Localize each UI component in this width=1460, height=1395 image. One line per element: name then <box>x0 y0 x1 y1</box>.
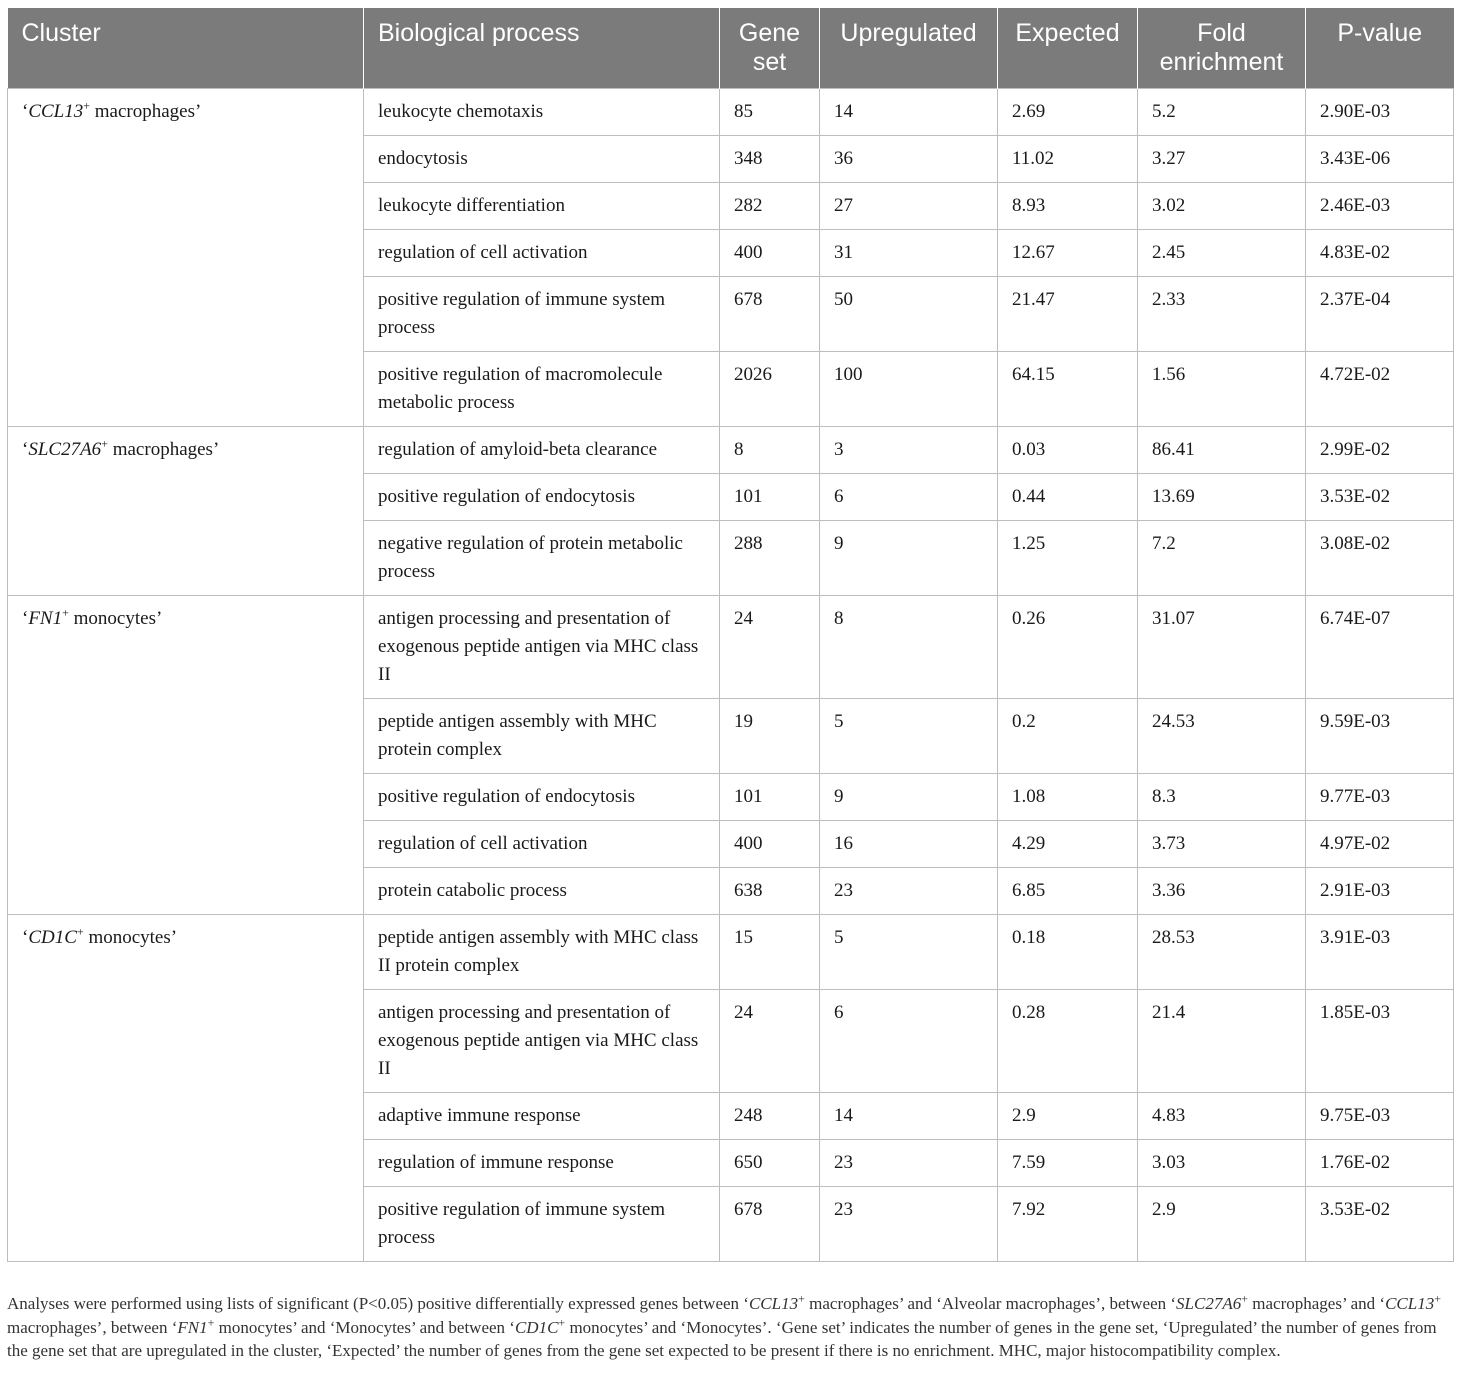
process-cell: peptide antigen assembly with MHC class II protein complex <box>364 915 720 990</box>
expected-cell: 4.29 <box>998 821 1138 868</box>
gene-set-cell: 248 <box>720 1093 820 1140</box>
process-cell: antigen processing and presentation of exogenous peptide antigen via MHC class II <box>364 990 720 1093</box>
expected-cell: 2.9 <box>998 1093 1138 1140</box>
fold-enrichment-cell: 3.73 <box>1138 821 1306 868</box>
p-value-cell: 4.97E-02 <box>1306 821 1454 868</box>
fold-enrichment-cell: 2.9 <box>1138 1187 1306 1262</box>
footnote-gene-name: SLC27A6 <box>1176 1294 1242 1313</box>
gene-set-cell: 678 <box>720 1187 820 1262</box>
gene-set-cell: 24 <box>720 596 820 699</box>
header-fold-enrichment: Fold enrichment <box>1138 8 1306 89</box>
process-cell: negative regulation of protein metabolic process <box>364 521 720 596</box>
table-body <box>8 89 1454 1262</box>
gene-set-cell: 2026 <box>720 352 820 427</box>
process-cell: regulation of amyloid-beta clearance <box>364 427 720 474</box>
gene-set-cell: 650 <box>720 1140 820 1187</box>
upregulated-cell: 14 <box>820 89 998 136</box>
p-value-cell: 9.59E-03 <box>1306 699 1454 774</box>
p-value-cell: 9.77E-03 <box>1306 774 1454 821</box>
footnote-gene-name: CD1C <box>514 1317 559 1337</box>
fold-enrichment-cell: 3.36 <box>1138 868 1306 915</box>
process-cell: positive regulation of macromolecule metabolic process <box>364 352 720 427</box>
gene-set-cell: 8 <box>720 427 820 474</box>
expected-cell: 7.59 <box>998 1140 1138 1187</box>
upregulated-cell: 8 <box>820 596 998 699</box>
expected-cell: 64.15 <box>998 352 1138 427</box>
upregulated-cell: 100 <box>820 352 998 427</box>
upregulated-cell: 3 <box>820 427 998 474</box>
fold-enrichment-cell: 13.69 <box>1138 474 1306 521</box>
table-footnote <box>7 1292 1453 1363</box>
fold-enrichment-cell: 28.53 <box>1138 915 1306 990</box>
p-value-cell: 1.76E-02 <box>1306 1140 1454 1187</box>
p-value-cell: 6.74E-07 <box>1306 596 1454 699</box>
process-cell: regulation of cell activation <box>364 230 720 277</box>
p-value-cell: 2.91E-03 <box>1306 868 1454 915</box>
fold-enrichment-cell: 5.2 <box>1138 89 1306 136</box>
p-value-cell: 3.91E-03 <box>1306 915 1454 990</box>
gene-set-cell: 101 <box>720 474 820 521</box>
cluster-quote-open: ‘ <box>22 439 29 460</box>
header-p-value: P-value <box>1306 8 1454 89</box>
upregulated-cell: 27 <box>820 183 998 230</box>
gene-set-cell: 282 <box>720 183 820 230</box>
cluster-gene-name: CD1C <box>28 927 77 948</box>
header-gene-set: Gene set <box>720 8 820 89</box>
header-expected: Expected <box>998 8 1138 89</box>
process-cell: positive regulation of endocytosis <box>364 474 720 521</box>
cluster-quote-open: ‘ <box>22 101 29 122</box>
process-cell: leukocyte chemotaxis <box>364 89 720 136</box>
p-value-cell: 1.85E-03 <box>1306 990 1454 1093</box>
expected-cell: 21.47 <box>998 277 1138 352</box>
cluster-quote-open: ‘ <box>22 608 29 629</box>
fold-enrichment-cell: 2.45 <box>1138 230 1306 277</box>
process-cell: endocytosis <box>364 136 720 183</box>
process-cell: positive regulation of immune system process <box>364 277 720 352</box>
expected-cell: 0.03 <box>998 427 1138 474</box>
p-value-cell: 3.43E-06 <box>1306 136 1454 183</box>
p-value-cell: 3.53E-02 <box>1306 1187 1454 1262</box>
cluster-cell <box>8 596 364 915</box>
footnote-text: macrophages’ and ‘ <box>1248 1294 1386 1313</box>
upregulated-cell: 23 <box>820 868 998 915</box>
expected-cell: 12.67 <box>998 230 1138 277</box>
fold-enrichment-cell: 3.27 <box>1138 136 1306 183</box>
footnote-gene-name: CCL13 <box>1385 1294 1435 1313</box>
upregulated-cell: 5 <box>820 699 998 774</box>
p-value-cell: 9.75E-03 <box>1306 1093 1454 1140</box>
upregulated-cell: 16 <box>820 821 998 868</box>
p-value-cell: 4.83E-02 <box>1306 230 1454 277</box>
p-value-cell: 3.53E-02 <box>1306 474 1454 521</box>
gene-set-cell: 400 <box>720 230 820 277</box>
fold-enrichment-cell: 7.2 <box>1138 521 1306 596</box>
process-cell: positive regulation of immune system process <box>364 1187 720 1262</box>
cluster-cell <box>8 915 364 1262</box>
footnote-gene-name: CCL13 <box>748 1294 799 1313</box>
upregulated-cell: 23 <box>820 1140 998 1187</box>
footnote-superscript: + <box>1241 1291 1249 1306</box>
gene-set-cell: 638 <box>720 868 820 915</box>
footnote-text: monocytes’ and ‘Monocytes’ and between ‘ <box>214 1317 515 1337</box>
upregulated-cell: 23 <box>820 1187 998 1262</box>
footnote-superscript: + <box>1434 1291 1441 1306</box>
expected-cell: 1.25 <box>998 521 1138 596</box>
gene-set-cell: 678 <box>720 277 820 352</box>
fold-enrichment-cell: 4.83 <box>1138 1093 1306 1140</box>
process-cell: antigen processing and presentation of exogenous peptide antigen via MHC class II <box>364 596 720 699</box>
enrichment-table-container <box>7 8 1453 1262</box>
fold-enrichment-cell: 1.56 <box>1138 352 1306 427</box>
upregulated-cell: 6 <box>820 474 998 521</box>
p-value-cell: 2.37E-04 <box>1306 277 1454 352</box>
expected-cell: 1.08 <box>998 774 1138 821</box>
cluster-gene-name: FN1 <box>28 608 63 629</box>
gene-set-cell: 24 <box>720 990 820 1093</box>
fold-enrichment-cell: 3.02 <box>1138 183 1306 230</box>
footnote-text: macrophages’ and ‘Alveolar macrophages’, between ‘ <box>804 1294 1177 1313</box>
expected-cell: 0.28 <box>998 990 1138 1093</box>
table-row <box>8 915 1454 990</box>
footnote-superscript: + <box>558 1314 566 1329</box>
p-value-cell: 2.46E-03 <box>1306 183 1454 230</box>
fold-enrichment-cell: 24.53 <box>1138 699 1306 774</box>
expected-cell: 0.44 <box>998 474 1138 521</box>
cluster-cell <box>8 427 364 596</box>
header-biological-process: Biological process <box>364 8 720 89</box>
cluster-cell-type: monocytes’ <box>68 608 163 629</box>
fold-enrichment-cell: 86.41 <box>1138 427 1306 474</box>
process-cell: peptide antigen assembly with MHC protein complex <box>364 699 720 774</box>
fold-enrichment-cell: 8.3 <box>1138 774 1306 821</box>
cluster-gene-superscript: + <box>76 924 84 939</box>
cluster-cell-type: macrophages’ <box>90 101 202 122</box>
fold-enrichment-cell: 31.07 <box>1138 596 1306 699</box>
footnote-gene-name: FN1 <box>177 1317 208 1337</box>
gene-set-cell: 101 <box>720 774 820 821</box>
gene-set-cell: 85 <box>720 89 820 136</box>
process-cell: protein catabolic process <box>364 868 720 915</box>
cluster-cell <box>8 89 364 427</box>
fold-enrichment-cell: 3.03 <box>1138 1140 1306 1187</box>
header-row <box>8 8 1454 89</box>
upregulated-cell: 50 <box>820 277 998 352</box>
expected-cell: 0.18 <box>998 915 1138 990</box>
upregulated-cell: 31 <box>820 230 998 277</box>
footnote-superscript: + <box>798 1291 805 1306</box>
expected-cell: 6.85 <box>998 868 1138 915</box>
cluster-gene-superscript: + <box>62 605 69 620</box>
process-cell: regulation of cell activation <box>364 821 720 868</box>
expected-cell: 0.2 <box>998 699 1138 774</box>
header-cluster: Cluster <box>8 8 364 89</box>
cluster-cell-type: macrophages’ <box>107 439 220 460</box>
expected-cell: 11.02 <box>998 136 1138 183</box>
cluster-quote-open: ‘ <box>22 927 29 948</box>
expected-cell: 8.93 <box>998 183 1138 230</box>
upregulated-cell: 9 <box>820 521 998 596</box>
p-value-cell: 2.99E-02 <box>1306 427 1454 474</box>
fold-enrichment-cell: 21.4 <box>1138 990 1306 1093</box>
cluster-gene-name: CCL13 <box>28 101 84 122</box>
p-value-cell: 3.08E-02 <box>1306 521 1454 596</box>
process-cell: positive regulation of endocytosis <box>364 774 720 821</box>
expected-cell: 7.92 <box>998 1187 1138 1262</box>
header-upregulated: Upregulated <box>820 8 998 89</box>
expected-cell: 2.69 <box>998 89 1138 136</box>
footnote-text: monocytes’ and ‘Monocytes’. ‘Gene set’ indicates the number of genes in the gene set, ‘Upregulated’ the number of genes from the gene set that are upregulated in the cluster, ‘Expected’ the number of genes from the gene set expected to be present if there is no enrichment. MHC, major histocompatibility complex. <box>7 1317 1437 1360</box>
gene-set-cell: 15 <box>720 915 820 990</box>
gene-set-cell: 288 <box>720 521 820 596</box>
cluster-gene-superscript: + <box>101 436 108 451</box>
fold-enrichment-cell: 2.33 <box>1138 277 1306 352</box>
footnote-text: macrophages’, between ‘ <box>7 1317 178 1337</box>
upregulated-cell: 5 <box>820 915 998 990</box>
footnote-text: Analyses were performed using lists of significant (P<0.05) positive differentially expressed genes between ‘ <box>7 1294 749 1313</box>
upregulated-cell: 14 <box>820 1093 998 1140</box>
expected-cell: 0.26 <box>998 596 1138 699</box>
upregulated-cell: 6 <box>820 990 998 1093</box>
upregulated-cell: 36 <box>820 136 998 183</box>
p-value-cell: 4.72E-02 <box>1306 352 1454 427</box>
process-cell: adaptive immune response <box>364 1093 720 1140</box>
upregulated-cell: 9 <box>820 774 998 821</box>
gene-set-cell: 19 <box>720 699 820 774</box>
cluster-cell-type: monocytes’ <box>83 927 178 948</box>
footnote-superscript: + <box>207 1314 215 1329</box>
p-value-cell: 2.90E-03 <box>1306 89 1454 136</box>
process-cell: leukocyte differentiation <box>364 183 720 230</box>
process-cell: regulation of immune response <box>364 1140 720 1187</box>
cluster-gene-name: SLC27A6 <box>28 439 102 460</box>
table-row <box>8 89 1454 136</box>
table-row <box>8 427 1454 474</box>
table-row <box>8 596 1454 699</box>
cluster-gene-superscript: + <box>83 98 91 113</box>
gene-set-cell: 348 <box>720 136 820 183</box>
enrichment-table <box>7 8 1454 1262</box>
gene-set-cell: 400 <box>720 821 820 868</box>
